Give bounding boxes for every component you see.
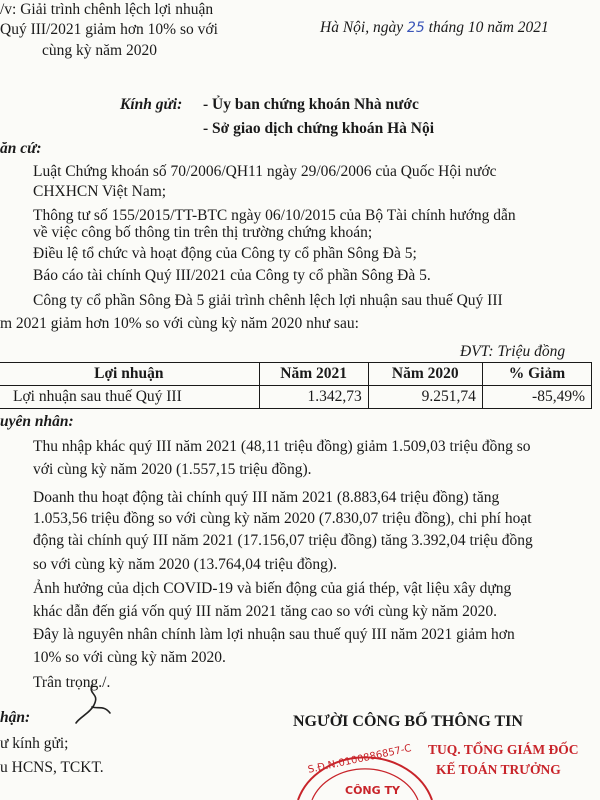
reason-line-7: Ảnh hưởng của dịch COVID-19 và biến động của giá thép, vật liệu xây dựng <box>33 580 512 597</box>
reason-line-3: Doanh thu hoạt động tài chính quý III năm 2021 (8.883,64 triệu đồng) tăng <box>33 489 500 506</box>
signer-title: NGƯỜI CÔNG BỐ THÔNG TIN <box>293 713 523 730</box>
table-header-row <box>0 363 592 386</box>
unit-label: ĐVT: Triệu đồng <box>460 343 566 360</box>
signer-line-1: TUQ. TỔNG GIÁM ĐỐC <box>428 742 579 757</box>
subject-line-2: Quý III/2021 giảm hơn 10% so với <box>0 21 218 38</box>
recipients-label: Kính gửi: <box>120 96 183 113</box>
header-percent-decrease: % Giảm <box>482 363 591 386</box>
basis-line-2: CHXHCN Việt Nam; <box>33 183 167 200</box>
header-profit: Lợi nhuận <box>0 363 259 386</box>
footer-recipient-1: ư kính gửi; <box>0 735 69 752</box>
cell-percent: -85,49% <box>482 386 591 409</box>
signature-icon <box>70 683 115 728</box>
subject-line-1: /v: Giải trình chênh lệch lợi nhuận <box>0 1 214 18</box>
reason-line-5: động tài chính quý III năm 2021 (17.156,07 triệu đồng) tăng 3.392,04 triệu đồng <box>33 532 533 549</box>
profit-table <box>0 362 592 409</box>
basis-line-5: Điều lệ tổ chức và hoạt động của Công ty cổ phần Sông Đà 5; <box>33 245 417 262</box>
closing-text: Trân trọng./. <box>33 674 111 691</box>
basis-line-1: Luật Chứng khoán số 70/2006/QH11 ngày 29/06/2006 của Quốc Hội nước <box>33 163 497 180</box>
header-year-2020: Năm 2020 <box>368 363 482 386</box>
basis-line-3: Thông tư số 155/2015/TT-BTC ngày 06/10/2015 của Bộ Tài chính hướng dẫn <box>33 207 516 224</box>
stamp-bottom-text: CÔNG TY <box>345 784 400 797</box>
header-year-2021: Năm 2021 <box>259 363 368 386</box>
reason-line-10: 10% so với cùng kỳ năm 2020. <box>33 649 226 666</box>
date-suffix: tháng 10 năm 2021 <box>428 19 549 36</box>
recipient-item-1: - Ủy ban chứng khoán Nhà nước <box>203 96 419 113</box>
reasons-heading: uyên nhân: <box>0 413 74 430</box>
basis-line-4: về việc công bố thông tin trên thị trường chứng khoán; <box>33 224 373 241</box>
intro-line-2: m 2021 giảm hơn 10% so với cùng kỳ năm 2020 như sau: <box>0 315 359 332</box>
stamp-text: S.Đ.N:0100886857-C <box>307 743 413 776</box>
table-row <box>0 386 592 409</box>
reason-line-2: với cùng kỳ năm 2020 (1.557,15 triệu đồng). <box>33 461 312 478</box>
subject-line-3: cùng kỳ năm 2020 <box>42 42 157 59</box>
reason-line-6: so với cùng kỳ năm 2020 (13.764,04 triệu đồng). <box>33 556 337 573</box>
document-date <box>320 18 549 38</box>
signer-line-2: KẾ TOÁN TRƯỞNG <box>436 762 561 777</box>
reason-line-8: khác dẫn đến giá vốn quý III năm 2021 tăng cao so với cùng kỳ năm 2020. <box>33 603 498 620</box>
footer-recipients-heading: hận: <box>0 709 31 726</box>
date-prefix: Hà Nội, ngày <box>320 19 404 36</box>
recipient-item-2: - Sở giao dịch chứng khoán Hà Nội <box>203 120 435 137</box>
cell-value-2021: 1.342,73 <box>259 386 368 409</box>
footer-recipient-2: u HCNS, TCKT. <box>0 759 104 776</box>
reason-line-9: Đây là nguyên nhân chính làm lợi nhuận sau thuế quý III năm 2021 giảm hơn <box>33 626 515 643</box>
basis-heading: ăn cứ: <box>0 140 42 157</box>
cell-value-2020: 9.251,74 <box>368 386 482 409</box>
basis-line-6: Báo cáo tài chính Quý III/2021 của Công ty cổ phần Sông Đà 5. <box>33 267 431 284</box>
cell-profit-label: Lợi nhuận sau thuế Quý III <box>0 386 259 409</box>
reason-line-4: 1.053,56 triệu đồng so với cùng kỳ năm 2020 (7.830,07 triệu đồng), chi phí hoạt <box>33 510 532 527</box>
intro-line-1: Công ty cổ phần Sông Đà 5 giải trình chênh lệch lợi nhuận sau thuế Quý III <box>33 292 503 309</box>
date-day-handwritten: 25 <box>406 20 425 36</box>
reason-line-1: Thu nhập khác quý III năm 2021 (48,11 triệu đồng) giảm 1.509,03 triệu đồng so <box>33 438 531 455</box>
